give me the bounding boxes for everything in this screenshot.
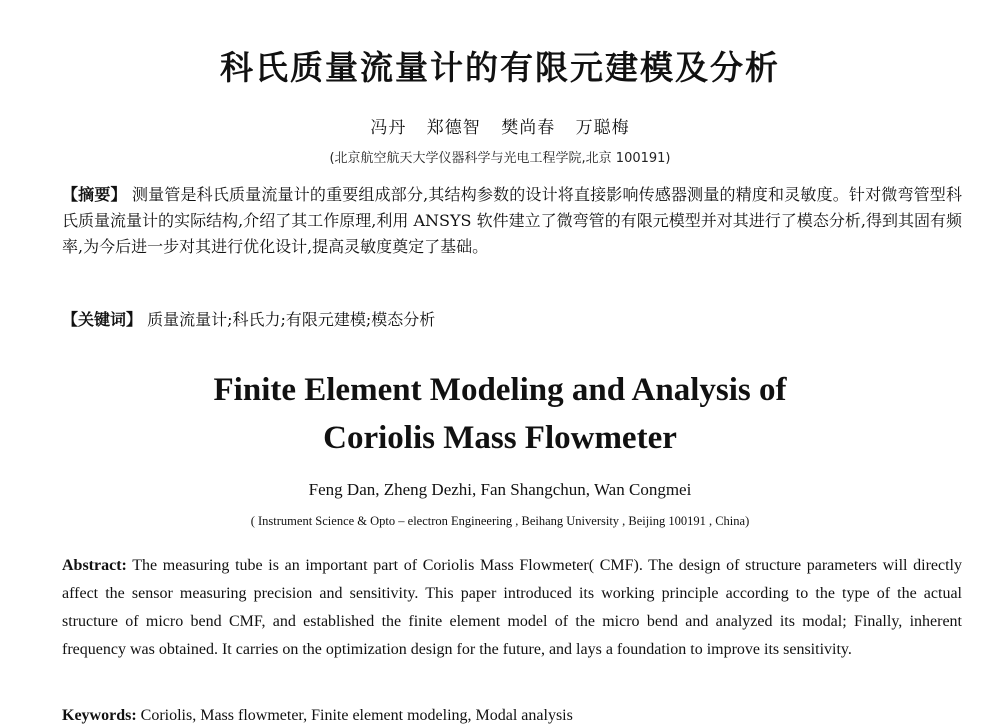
- english-abstract-text: The measuring tube is an important part of Coriolis Mass Flowmeter( CMF). The design of structure parameters will directly affect the sensor measuring precision and sensitivity. This paper introduced its working principle according to the type of the actual structure of micro bend CMF, and established the finite element model of the micro bend and analyzed its modal; Finally, inherent frequency was obtained. It carries on the optimization design for the future, and lays a foundation to improve its sensitivity.: [62, 557, 962, 658]
- english-keywords-label: Keywords:: [62, 707, 137, 724]
- english-keywords-text: Coriolis, Mass flowmeter, Finite element modeling, Modal analysis: [140, 707, 573, 724]
- chinese-keywords-label: 【关键词】: [62, 310, 143, 329]
- chinese-affiliation: (北京航空航天大学仪器科学与光电工程学院,北京 100191): [329, 151, 671, 166]
- chinese-abstract-label: 【摘要】: [62, 185, 127, 204]
- chinese-authors: 冯丹 郑德智 樊尚春 万聪梅: [370, 118, 630, 138]
- english-title-line-1: Finite Element Modeling and Analysis of: [213, 372, 787, 408]
- chinese-abstract-text: 测量管是科氏质量流量计的重要组成部分,其结构参数的设计将直接影响传感器测量的精度和灵敏度。针对微弯管型科氏质量流量计的实际结构,介绍了其工作原理,利用 ANSYS 软件建立了微弯管的有限元模型并对其进行了模态分析,得到其固有频率,为今后进一步对其进行优化设计,提高灵敏度奠定了基础。: [62, 185, 962, 256]
- english-abstract-label: Abstract:: [62, 557, 127, 574]
- chinese-keywords-text: 质量流量计;科氏力;有限元建模;模态分析: [147, 310, 436, 329]
- english-affiliation: ( Instrument Science & Opto – electron Engineering , Beihang University , Beijing 100191 , China): [250, 514, 750, 528]
- english-title-line-2: Coriolis Mass Flowmeter: [323, 420, 677, 456]
- english-abstract: [62, 552, 962, 664]
- chinese-title: 科氏质量流量计的有限元建模及分析: [220, 48, 780, 87]
- chinese-keywords: [62, 308, 962, 332]
- chinese-abstract: [62, 182, 962, 260]
- english-keywords: [62, 705, 962, 727]
- english-authors: Feng Dan, Zheng Dezhi, Fan Shangchun, Wan Congmei: [308, 480, 692, 499]
- english-title: [0, 366, 1000, 462]
